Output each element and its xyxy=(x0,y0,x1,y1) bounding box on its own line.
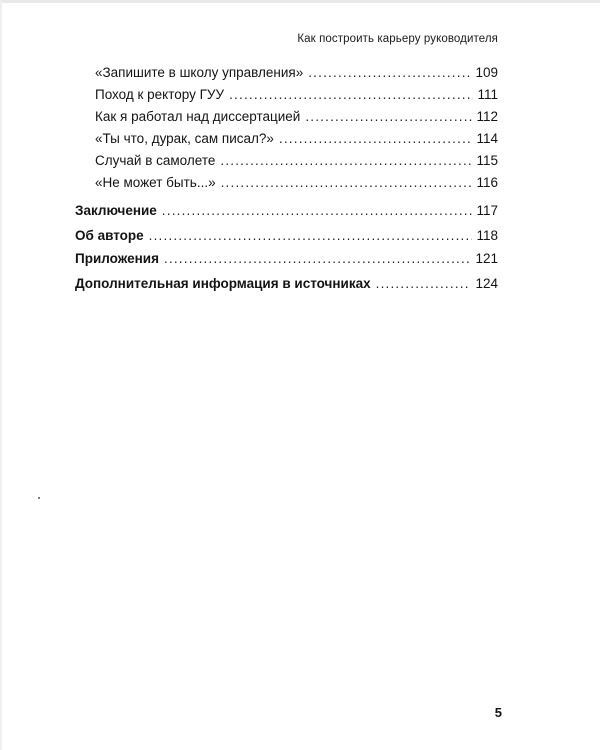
toc-entry-title: «Запишите в школу управления» xyxy=(95,65,304,80)
toc-entry-page: 112 xyxy=(476,109,498,124)
toc-dot-leader xyxy=(229,84,473,106)
toc-entry-page: 124 xyxy=(475,276,498,291)
toc-entry-title: Заключение xyxy=(75,203,157,218)
toc-dot-leader xyxy=(376,273,472,295)
toc-entry-page: 109 xyxy=(475,65,498,80)
toc-entry-page: 115 xyxy=(476,153,498,168)
toc-entry[interactable] xyxy=(75,273,498,295)
toc-entry-title: Как я работал над диссертацией xyxy=(95,109,301,124)
toc-entry-title: «Не может быть...» xyxy=(95,175,216,190)
toc-entry-title: Случай в самолете xyxy=(95,153,216,168)
toc-entry[interactable] xyxy=(95,128,498,150)
scan-speck xyxy=(38,497,40,499)
toc-entry[interactable] xyxy=(95,62,498,84)
toc-entry[interactable] xyxy=(95,106,498,128)
toc-dot-leader xyxy=(162,200,473,222)
toc-dot-leader xyxy=(308,62,471,84)
toc-entry[interactable] xyxy=(75,200,498,222)
toc-entry-title: «Ты что, дурак, сам писал?» xyxy=(95,131,274,146)
toc-entry[interactable] xyxy=(95,172,498,194)
toc-entry[interactable] xyxy=(95,84,498,106)
toc-dot-leader xyxy=(279,128,473,150)
toc-entry-page: 121 xyxy=(475,251,498,266)
page-edge-left xyxy=(0,0,2,750)
toc-entry-title: Дополнительная информация в источниках xyxy=(75,276,371,291)
page-edge xyxy=(0,0,600,3)
toc-entry-page: 117 xyxy=(476,203,498,218)
toc-dot-leader xyxy=(220,150,472,172)
toc-entry-page: 116 xyxy=(476,175,498,190)
page-number: 5 xyxy=(494,705,502,720)
toc-entry-title: Поход к ректору ГУУ xyxy=(95,87,225,102)
toc-dot-leader xyxy=(164,248,472,270)
toc-entry[interactable] xyxy=(75,248,498,270)
toc-dot-leader xyxy=(149,225,473,247)
toc-entry-title: Об авторе xyxy=(75,228,144,243)
toc-dot-leader xyxy=(221,172,473,194)
running-header: Как построить карьеру руководителя xyxy=(297,33,498,45)
toc-entry[interactable] xyxy=(75,225,498,247)
toc-entry-page: 111 xyxy=(477,87,498,102)
toc-dot-leader xyxy=(305,106,472,128)
toc-entry[interactable] xyxy=(95,150,498,172)
toc-entry-page: 114 xyxy=(476,131,498,146)
toc-entry-page: 118 xyxy=(476,228,498,243)
toc-entry-title: Приложения xyxy=(75,251,159,266)
